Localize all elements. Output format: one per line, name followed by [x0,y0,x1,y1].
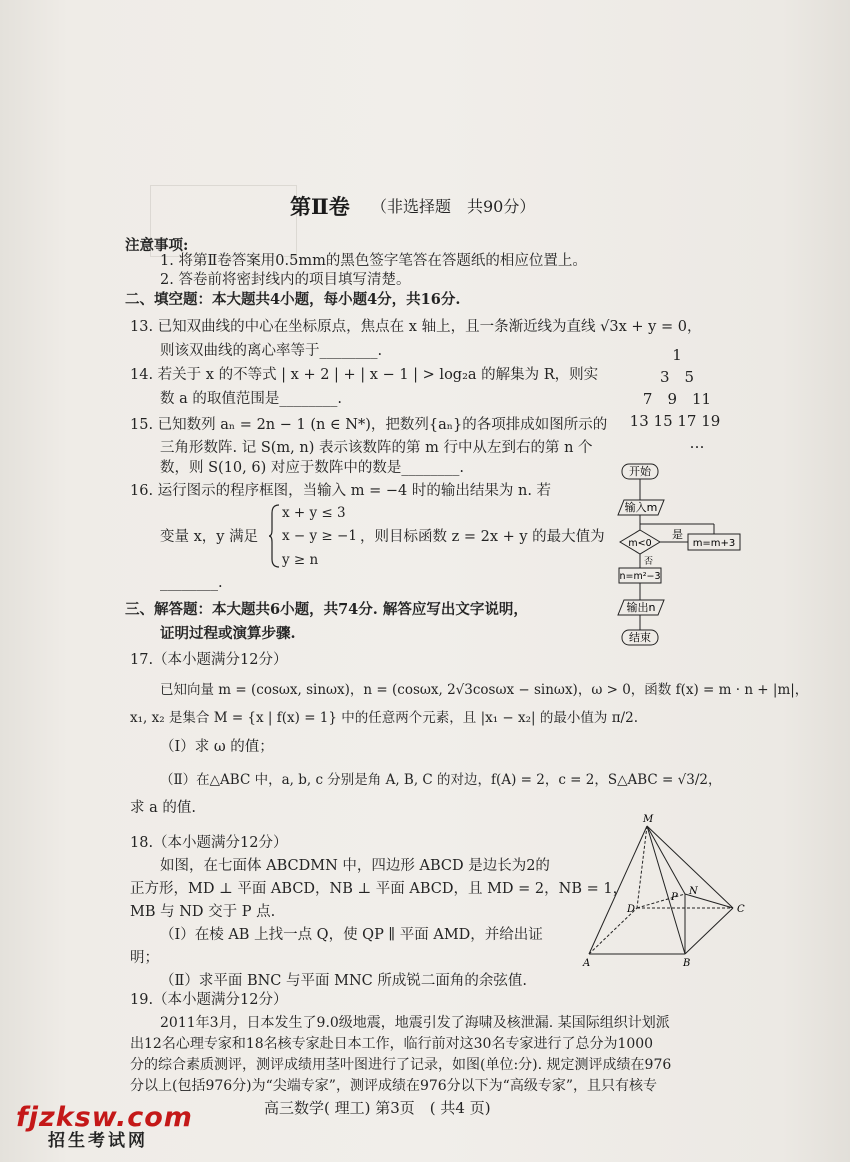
label-B: B [683,958,691,968]
q14-line2: 数 a 的取值范围是________. [160,391,342,407]
notes-heading: 注意事项: [125,237,189,254]
q16-objective: ，则目标函数 z = 2x + y 的最大值为 [360,529,605,545]
q17-title: 17.（本小题满分12分） [130,652,288,668]
program-flowchart [612,462,747,652]
part2-heading: 二、填空题：本大题共4小题，每小题4分，共16分. [125,291,461,308]
logo-text: fjzksw.com [16,1102,193,1133]
logo-subtext: 招生考试网 [48,1131,148,1151]
q14-line1: 14. 若关于 x 的不等式 | x + 2 | + | x − 1 | > log₂a 的解集为 R，则实 [130,367,599,383]
q18-part1: （Ⅰ）在棱 AB 上找一点 Q，使 QP ∥ 平面 AMD，并给出证 [160,927,543,943]
label-C: C [737,904,745,915]
q18-part1-end: 明； [130,950,159,966]
label-D: D [627,904,636,915]
triangle-row-3: 7 9 11 [642,390,712,408]
number-triangle [629,344,722,454]
flow-loop: m=m+3 [692,538,736,549]
q19-line3: 分的综合素质测评，测评成绩用茎叶图进行了记录，如图(单位:分). 规定测评成绩在976 [130,1057,672,1073]
flow-end: 结束 [629,631,651,644]
page-footer: 高三数学( 理工) 第3页 ( 共4 页) [264,1099,491,1117]
triangle-row-1: 1 [672,346,682,364]
q18-line3: MB 与 ND 交于 P 点. [130,904,276,920]
label-A: A [583,958,591,968]
flow-assign: n=m²−3 [619,571,661,582]
flow-input: 输入m [624,501,658,514]
q18-part2: （Ⅱ）求平面 BNC 与平面 MNC 所成锐二面角的余弦值. [160,973,527,989]
q19-title: 19.（本小题满分12分） [130,992,288,1008]
constraint-2: x − y ≥ −1 [282,528,357,544]
q17-line2: x₁, x₂ 是集合 M = {x | f(x) = 1} 中的任意两个元素，且 |x₁ − x₂| 的最小值为 π/2. [130,710,638,726]
q19-line4: 分以上(包括976分)为“尖端专家”，测评成绩在976分以下为“高级专家”，且只有核专 [130,1078,657,1094]
q13-line2: 则该双曲线的离心率等于________. [160,343,383,359]
note-item-2: 2. 答卷前将密封线内的项目填写清楚。 [160,272,411,288]
q13-line1: 13. 已知双曲线的中心在坐标原点，焦点在 x 轴上，且一条渐近线为直线 √3x + y = 0， [130,319,702,335]
flow-cond: m<0 [628,538,652,549]
q17-part1: （Ⅰ）求 ω 的值； [160,739,274,755]
flow-yes: 是 [672,528,683,541]
system-brace [268,503,282,569]
triangle-row-4: 13 15 17 19 [629,412,721,430]
constraint-3: y ≥ n [282,552,319,568]
flow-no: 否 [644,557,654,567]
q19-line2: 出12名心理专家和18名核专家赴日本工作，临行前对这30名专家进行了总分为1000 [130,1036,654,1052]
note-item-1: 1. 将第Ⅱ卷答案用0.5mm的黑色签字笔答在答题纸的相应位置上。 [160,253,587,269]
constraint-1: x + y ≤ 3 [282,505,346,521]
section-title: 第Ⅱ卷 [290,194,350,219]
part3-heading: 三、解答题：本大题共6小题，共74分. 解答应写出文字说明， [125,601,528,618]
triangle-row-5: … [689,434,705,452]
polyhedron-figure [575,808,760,968]
q19-line1: 2011年3月，日本发生了9.0级地震，地震引发了海啸及核泄漏. 某国际组织计划派 [160,1015,670,1031]
q18-line1: 如图，在七面体 ABCDMN 中，四边形 ABCD 是边长为2的 [160,858,550,874]
section-subtitle: （非选择题 共90分） [371,197,536,216]
q15-line2: 三角形数阵. 记 S(m, n) 表示该数阵的第 m 行中从左到右的第 n 个 [160,440,593,456]
flow-start: 开始 [629,465,651,478]
q18-title: 18.（本小题满分12分） [130,835,288,851]
label-N: N [689,886,698,897]
q15-line1: 15. 已知数列 aₙ = 2n − 1 (n ∈ N*)，把数列{aₙ}的各项排成如图所示的 [130,417,608,433]
flow-output: 输出n [626,601,656,614]
q17-line1: 已知向量 m = (cosωx, sinωx)，n = (cosωx, 2√3cosωx − sinωx)，ω > 0，函数 f(x) = m · n + |m|， [160,682,809,698]
q16-vars: 变量 x，y 满足 [160,529,259,545]
triangle-row-2: 3 5 [659,368,695,386]
label-P: P [671,892,678,903]
q18-line2: 正方形，MD ⊥ 平面 ABCD，NB ⊥ 平面 ABCD，且 MD = 2，NB = 1， [130,881,628,897]
q16-blank: ________. [160,575,223,591]
q16-line1: 16. 运行图示的程序框图，当输入 m = −4 时的输出结果为 n. 若 [130,483,552,499]
q17-ask: 求 a 的值. [130,800,196,816]
q17-part2: （Ⅱ）在△ABC 中，a, b, c 分别是角 A, B, C 的对边，f(A) = 2，c = 2，S△ABC = √3/2， [160,772,722,788]
q15-line3: 数，则 S(10, 6) 对应于数阵中的数是________. [160,460,464,476]
label-M: M [643,814,654,825]
part3-heading-2: 证明过程或演算步骤. [160,625,296,642]
